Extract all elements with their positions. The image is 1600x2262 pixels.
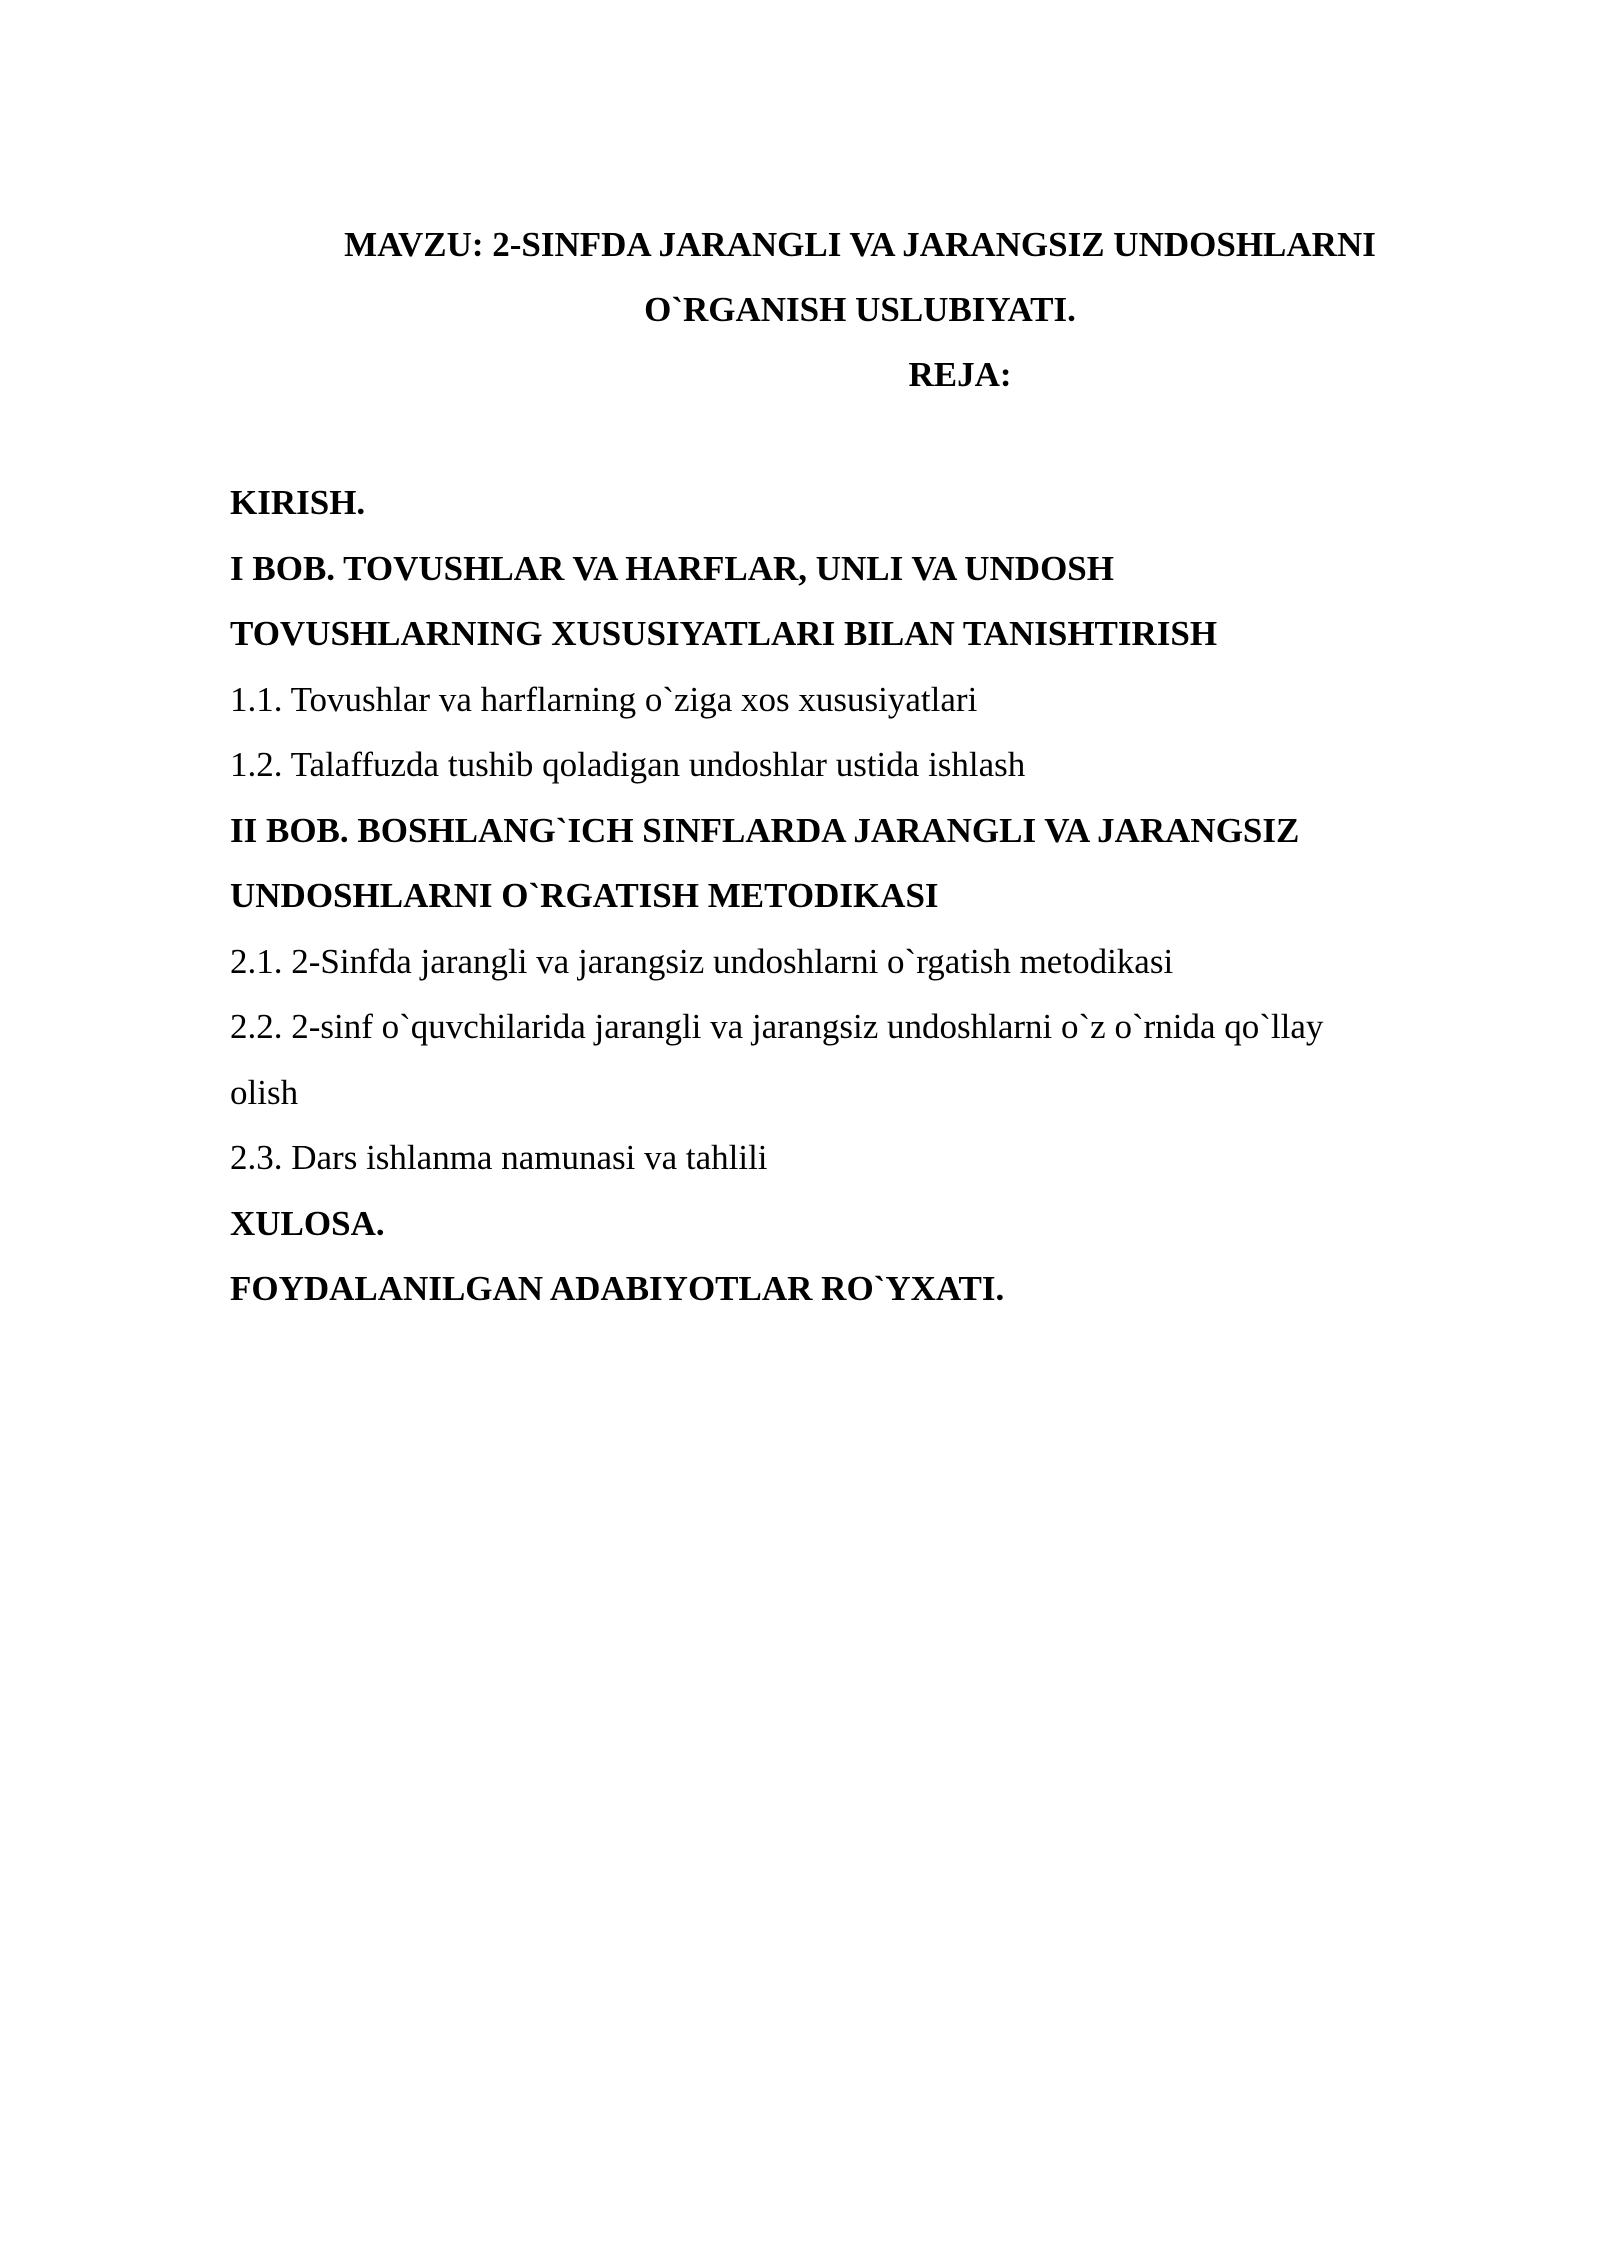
title-line-1: MAVZU: 2-SINFDA JARANGLI VA JARANGSIZ UNDOSHLARNI — [344, 225, 1376, 264]
toc-line: II BOB. BOSHLANG`ICH SINFLARDA JARANGLI VA JARANGSIZ — [230, 810, 1300, 850]
toc-line: olish — [230, 1072, 299, 1112]
toc-line: 1.2. Talaffuzda tushib qoladigan undoshlar ustida ishlash — [230, 745, 1026, 784]
toc-line: 2.1. 2-Sinfda jarangli va jarangsiz undoshlarni o`rgatish metodikasi — [230, 941, 1174, 981]
toc-line: 1.1. Tovushlar va harflarning o`ziga xos xususiyatlari — [230, 679, 978, 719]
toc-line: XULOSA. — [230, 1203, 385, 1243]
toc-line: KIRISH. — [230, 483, 366, 522]
title-line-2: O`RGANISH USLUBIYATI. — [644, 290, 1076, 329]
toc-line: UNDOSHLARNI O`RGATISH METODIKASI — [230, 876, 939, 915]
document-title — [290, 212, 1430, 342]
plan-heading: REJA: — [908, 355, 1012, 394]
toc-line: I BOB. TOVUSHLAR VA HARFLAR, UNLI VA UNDOSH — [230, 548, 1114, 588]
toc-line: TOVUSHLARNING XUSUSIYATLARI BILAN TANISHTIRISH — [230, 614, 1218, 653]
toc-line: 2.2. 2-sinf o`quvchilarida jarangli va jarangsiz undoshlarni o`z o`rnida qo`llay — [230, 1007, 1324, 1046]
table-of-contents — [230, 470, 1430, 1322]
toc-line: FOYDALANILGAN ADABIYOTLAR RO`YXATI. — [230, 1269, 1005, 1308]
toc-line: 2.3. Dars ishlanma namunasi va tahlili — [230, 1138, 768, 1177]
